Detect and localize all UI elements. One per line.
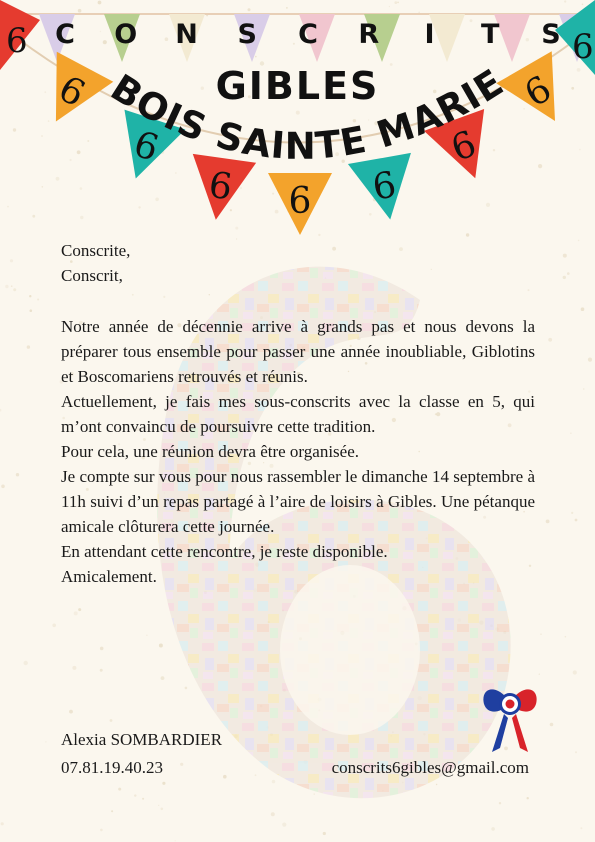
letter-paragraph: Actuellement, je fais mes sous-conscrits avec la classe en 5, qui m’ont convaincu de poursuivre cette tradition.	[61, 392, 535, 436]
greeting-line: Conscrite,	[61, 241, 131, 260]
signer-name: Alexia SOMBARDIER	[61, 730, 223, 749]
header-letter: R	[358, 18, 380, 50]
header-letter: S	[541, 18, 561, 50]
header-letter: T	[481, 18, 500, 50]
letter-paragraph: Pour cela, une réunion devra être organisée.	[61, 442, 360, 461]
svg-text:BOIS SAINTE MARIE: BOIS SAINTE MARIE	[103, 60, 512, 168]
pennant-digit: 6	[518, 68, 559, 116]
contact-phone: 07.81.19.40.23	[61, 758, 163, 777]
letter-body	[61, 238, 535, 589]
pennant-digit: 6	[288, 181, 312, 222]
pennant-digit: 6	[51, 68, 92, 116]
pennant-digit: 6	[369, 164, 400, 209]
header-letter: S	[237, 18, 257, 50]
svg-text:6: 6	[572, 27, 594, 67]
pennant-digit: 6	[446, 123, 482, 170]
header-letter: N	[175, 18, 198, 50]
contact-email[interactable]: conscrits6gibles@gmail.com	[331, 758, 529, 777]
letter-paragraph: En attendant cette rencontre, je reste disponible.	[61, 542, 388, 561]
letter-closing: Amicalement.	[61, 567, 157, 586]
header-letter: C	[298, 18, 318, 50]
letter-paragraph: Notre année de décennie arrive à grands pas et nous devons la préparer tous ensemble pour passer une année inoubliable, Giblotins et Boscomariens retrouvés et réunis.	[61, 317, 535, 386]
greeting-line: Conscrit,	[61, 266, 123, 285]
header-letter: C	[55, 18, 75, 50]
letter-paragraph: Je compte sur vous pour nous rassembler le dimanche 14 septembre à 11h suivi d’un repas partagé à l’aire de loisirs à Gibles. Une pétanque amicale clôturera cette journée.	[61, 467, 535, 536]
pennant-digit: 6	[206, 164, 235, 209]
header-letter: I	[424, 18, 435, 50]
title-gibles: GIBLES	[215, 64, 380, 108]
header-letter: O	[114, 18, 138, 50]
pennant-digit: 6	[128, 123, 164, 170]
svg-text:6: 6	[6, 21, 28, 61]
french-cockade-icon	[478, 678, 542, 754]
title-bois-sainte-marie	[0, 0, 595, 260]
